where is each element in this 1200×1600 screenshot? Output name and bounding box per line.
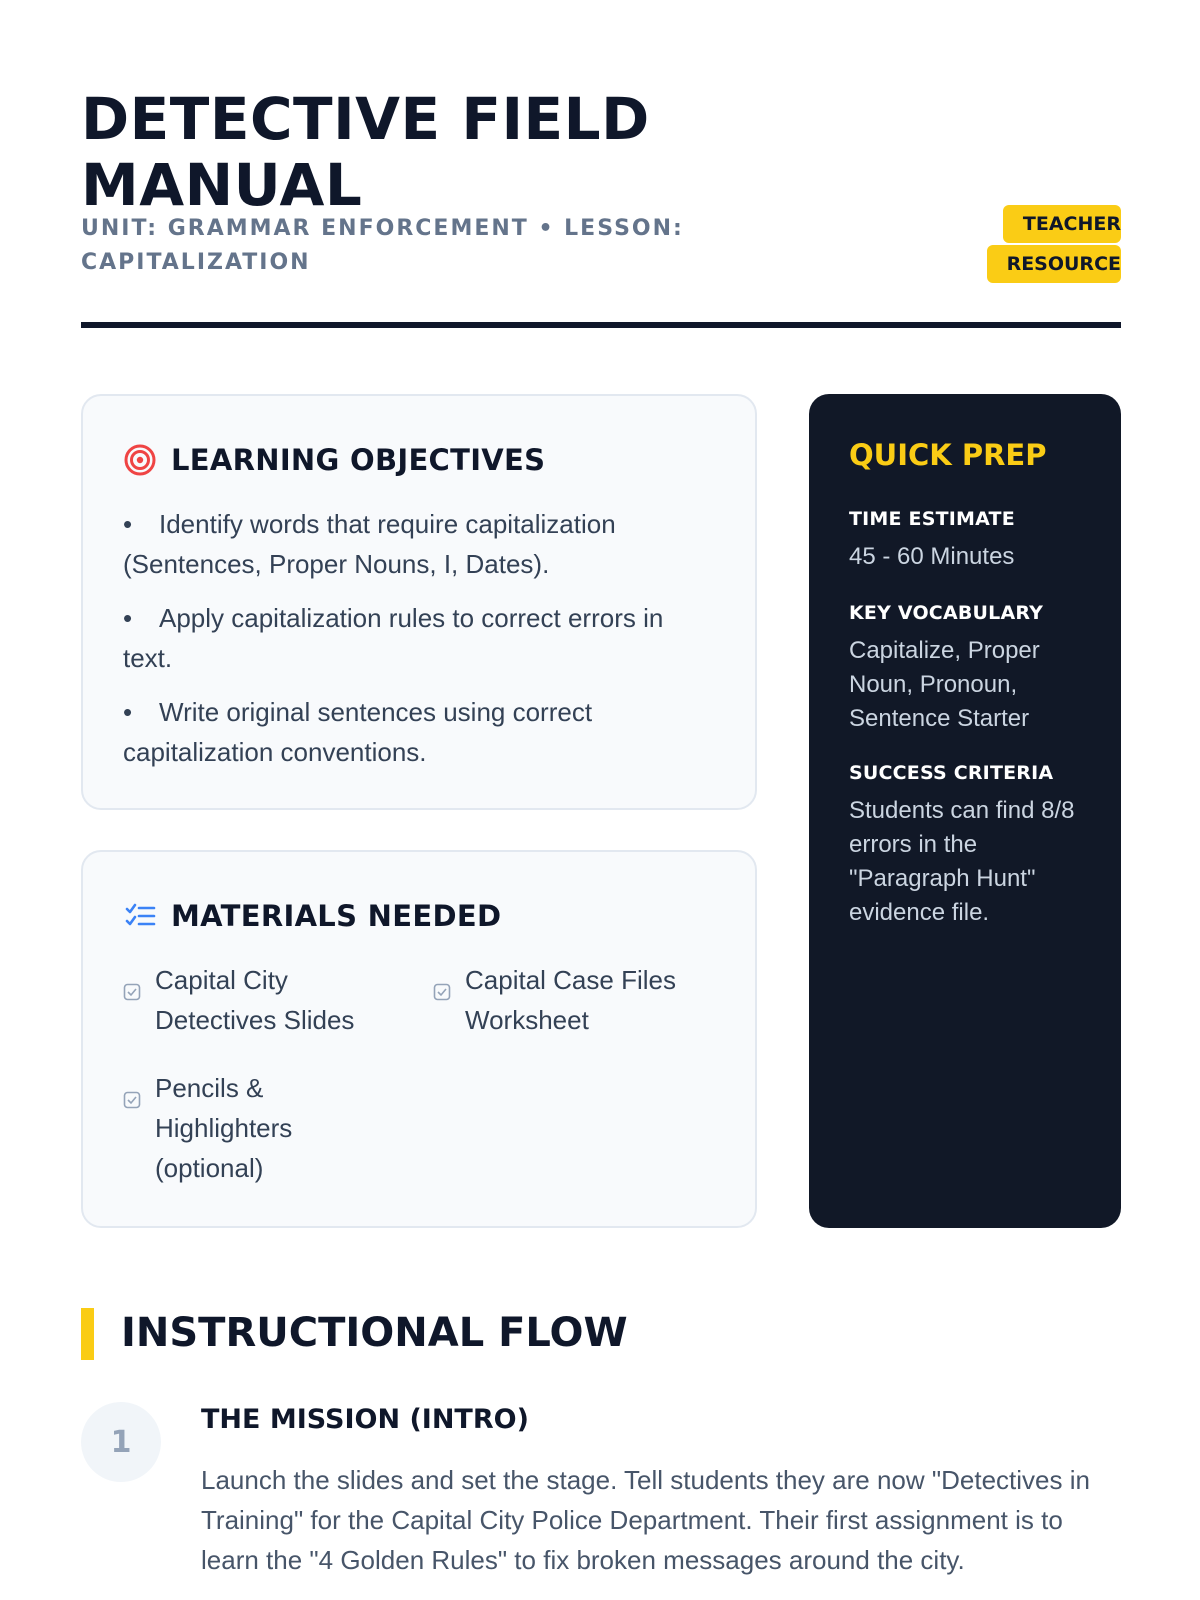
bullet-icon: • [123, 697, 133, 727]
material-text: Capital Case Files Worksheet [465, 965, 676, 1035]
time-estimate-block [849, 504, 1089, 574]
material-item [433, 960, 723, 1040]
page-title: DETECTIVE FIELD MANUAL [81, 85, 650, 219]
key-vocabulary-block [849, 598, 1089, 736]
objective-text: Apply capitalization rules to correct errors in text. [123, 603, 664, 673]
resource-badge-wrap [981, 204, 1121, 284]
material-item [123, 960, 403, 1040]
page-subtitle: UNIT: GRAMMAR ENFORCEMENT • LESSON: CAPITALIZATION [81, 216, 684, 275]
bullet-icon: • [123, 509, 133, 539]
success-criteria-block [849, 758, 1089, 930]
materials-title: MATERIALS NEEDED [171, 899, 502, 933]
step-title: THE MISSION (INTRO) [201, 1404, 529, 1435]
objective-item [123, 692, 703, 772]
material-text: Capital City Detectives Slides [155, 965, 355, 1035]
objective-text: Write original sentences using correct capitalization conventions. [123, 697, 593, 767]
target-icon [123, 443, 157, 477]
checkbox-icon [123, 1068, 155, 1188]
materials-needed-card [81, 850, 757, 1228]
learning-objectives-header [123, 440, 545, 480]
objective-item [123, 504, 703, 584]
header [81, 86, 1121, 326]
material-item [123, 1068, 343, 1188]
step-number-badge: 1 [81, 1402, 161, 1482]
objective-text: Identify words that require capitalization (Sentences, Proper Nouns, I, Dates). [123, 509, 616, 579]
success-criteria-label: SUCCESS CRITERIA [849, 762, 1054, 784]
quick-prep-title: QUICK PREP [849, 438, 1047, 472]
objective-item [123, 598, 703, 678]
material-text: Pencils & Highlighters (optional) [155, 1073, 293, 1183]
success-criteria-value: Students can find 8/8 errors in the "Paragraph Hunt" evidence file. [849, 797, 1075, 926]
checkbox-icon [433, 960, 465, 1040]
step-description: Launch the slides and set the stage. Tell students they are now "Detectives in Training" for the Capital City Police Department. Their first assignment is to learn the "4 Golden Rules" to fix broken messages around the city. [201, 1465, 1090, 1575]
key-vocabulary-label: KEY VOCABULARY [849, 602, 1044, 624]
learning-objectives-card [81, 394, 757, 810]
section-accent-bar [81, 1308, 94, 1360]
key-vocabulary-value: Capitalize, Proper Noun, Pronoun, Sentence Starter [849, 637, 1040, 732]
learning-objectives-title: LEARNING OBJECTIVES [171, 443, 546, 477]
teacher-resource-badge: TEACHER RESOURCE [987, 205, 1121, 283]
checklist-icon [123, 899, 157, 933]
time-estimate-label: TIME ESTIMATE [849, 508, 1015, 530]
instructional-flow-title: INSTRUCTIONAL FLOW [121, 1310, 628, 1356]
checkbox-icon [123, 960, 155, 1040]
materials-header [123, 896, 501, 936]
header-divider [81, 322, 1121, 328]
lesson-plan-page [81, 0, 1121, 1600]
bullet-icon: • [123, 603, 133, 633]
quick-prep-panel [809, 394, 1121, 1228]
objectives-list [123, 504, 703, 786]
time-estimate-value: 45 - 60 Minutes [849, 543, 1015, 570]
